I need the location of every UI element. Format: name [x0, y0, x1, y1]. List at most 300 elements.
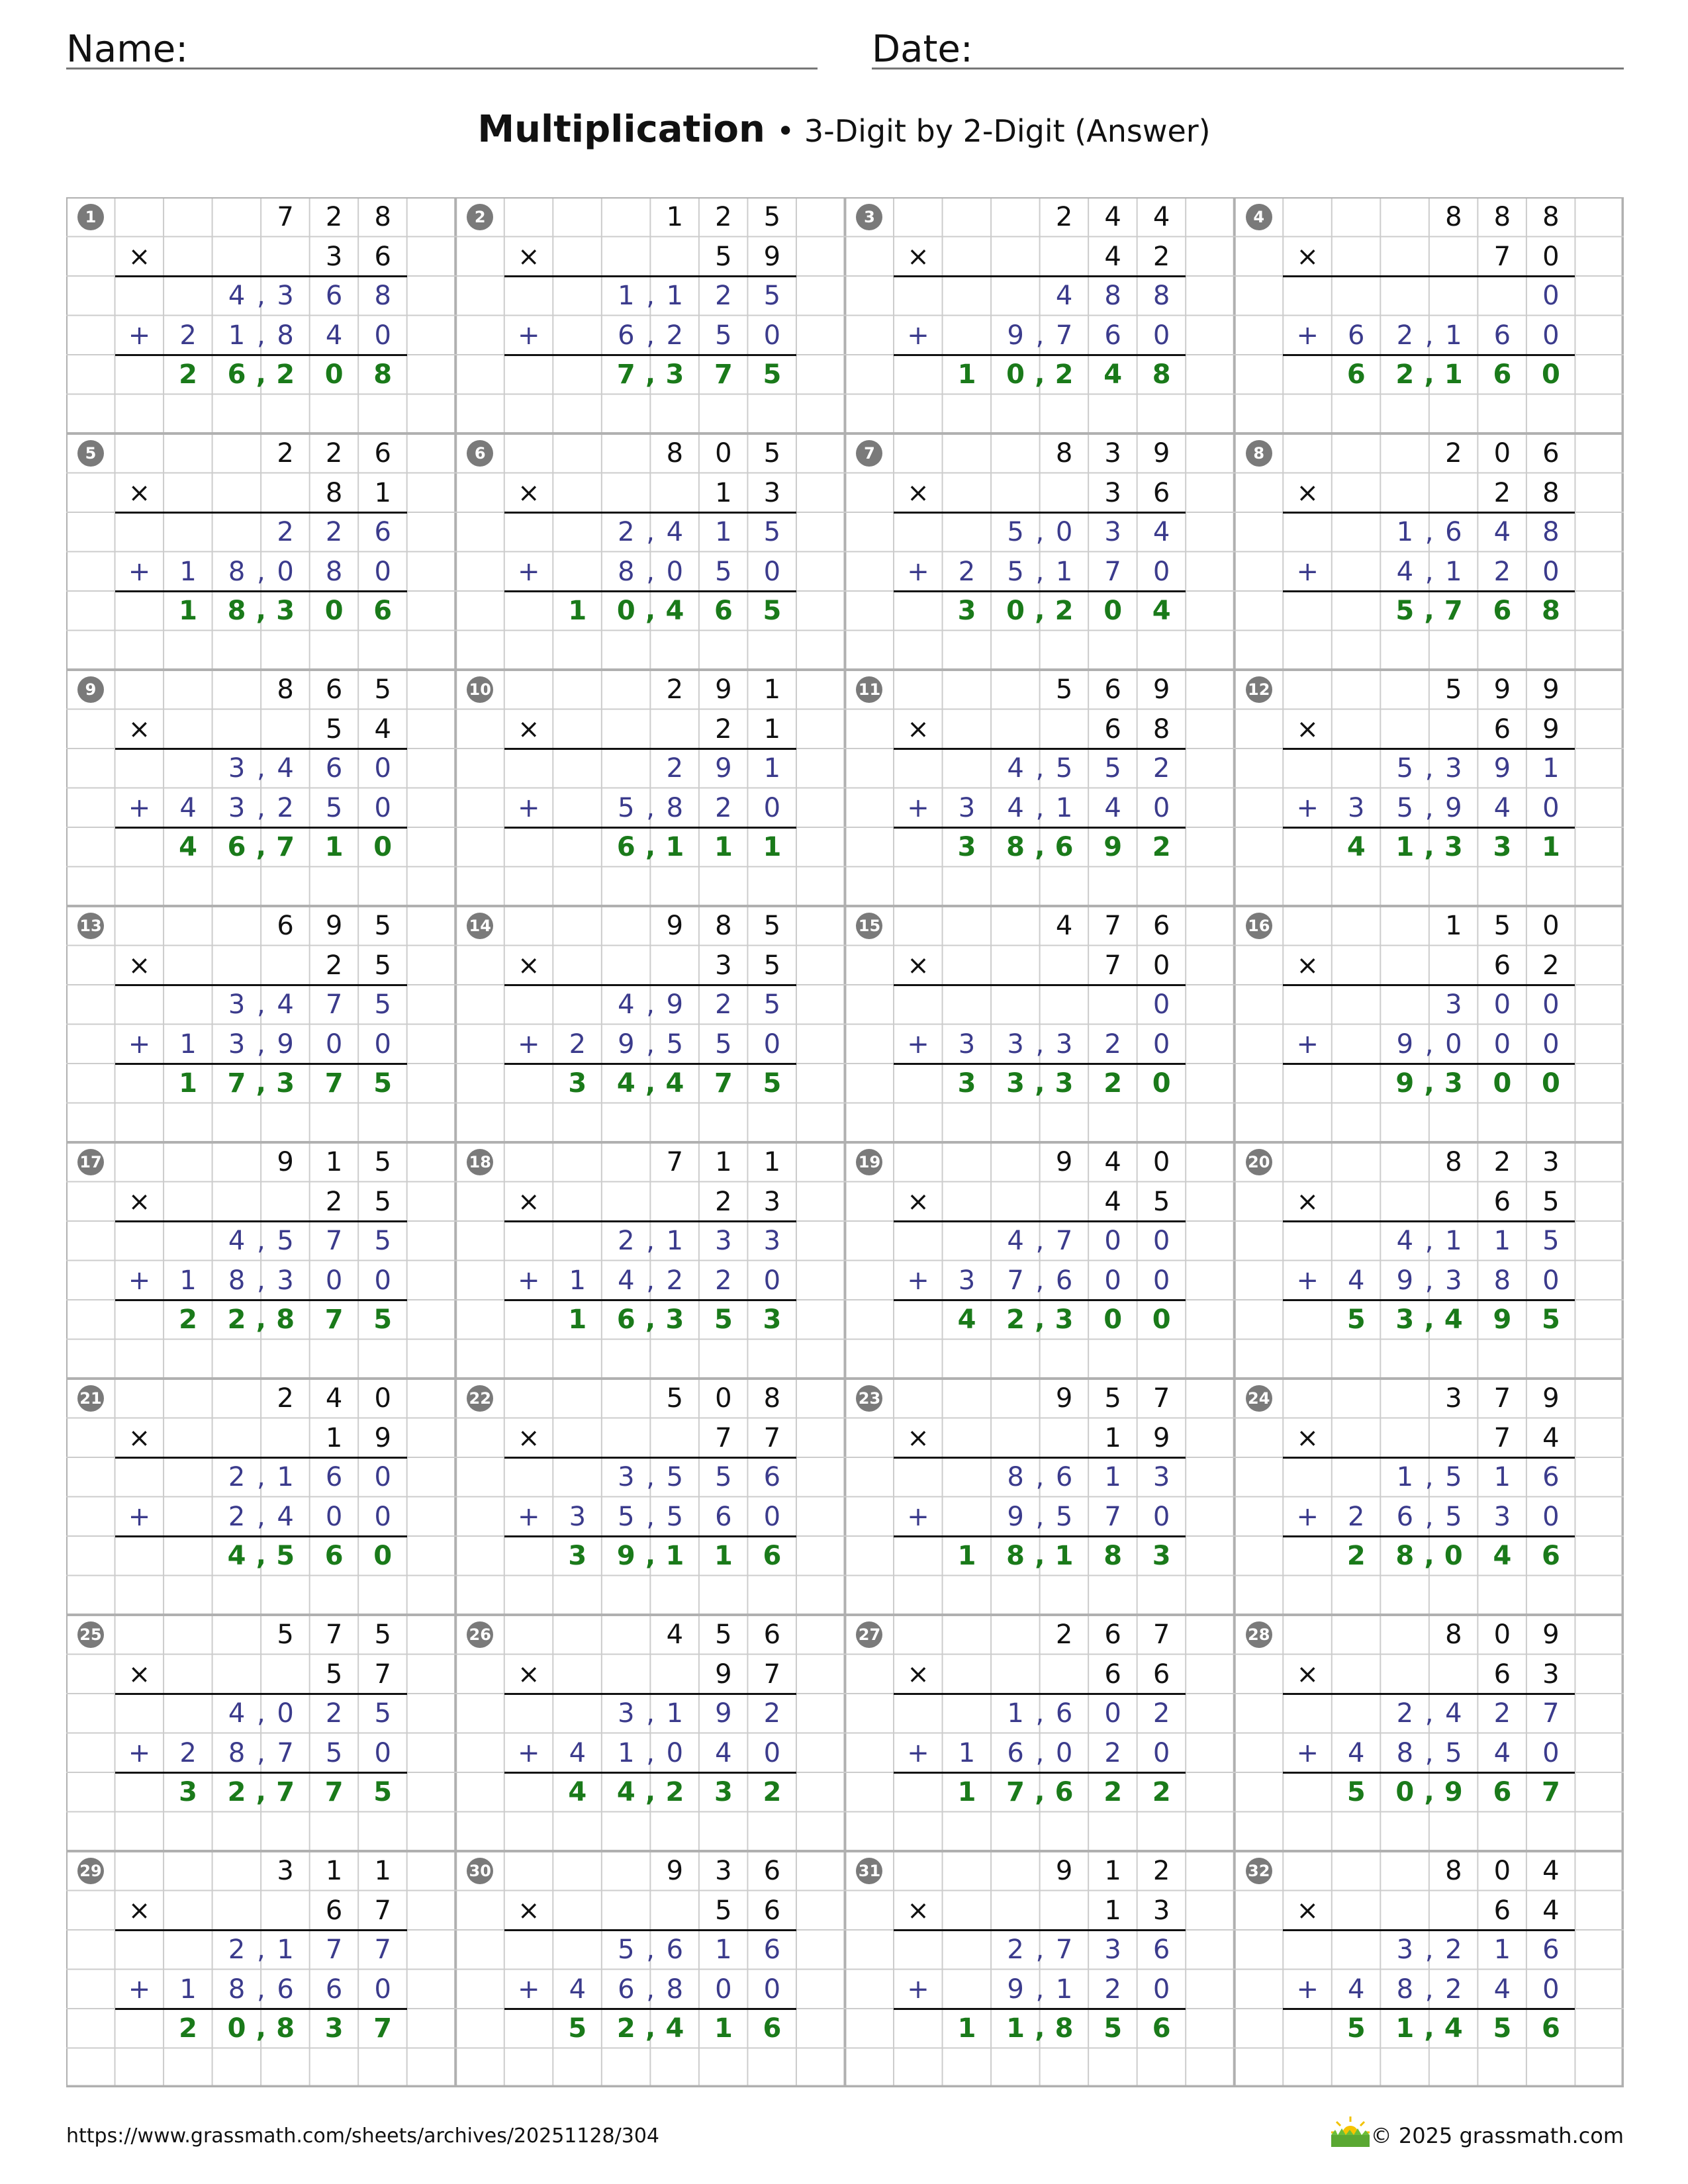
answer-digit: 2	[276, 359, 295, 390]
partial-product-2-digit: 4	[277, 1501, 294, 1532]
partial-product-1-comma: ,	[1035, 753, 1045, 784]
answer-comma: ,	[256, 359, 266, 390]
answer-digit: 5	[1493, 2013, 1512, 2044]
partial-product-1-digit: 1	[1542, 753, 1560, 784]
answer-comma: ,	[645, 359, 656, 390]
partial-product-2-digit: 4	[1493, 792, 1511, 823]
multiplier-digit: 2	[325, 950, 343, 981]
answer-digit: 4	[227, 1541, 246, 1571]
answer-digit: 0	[227, 2013, 246, 2044]
multiplicand-digit: 7	[325, 1619, 343, 1650]
multiplier-digit: 5	[1152, 1186, 1170, 1217]
answer-digit: 3	[957, 832, 976, 862]
times-sign: ×	[907, 1422, 929, 1453]
answer-digit: 1	[179, 596, 197, 626]
answer-digit: 4	[179, 832, 197, 862]
partial-product-1-digit: 0	[374, 1462, 391, 1492]
partial-product-2-digit: 2	[179, 320, 197, 351]
answer-digit: 3	[324, 2013, 344, 2044]
partial-product-2-digit: 9	[618, 1028, 635, 1060]
problem-number-badge: 8	[1246, 440, 1272, 467]
times-sign: ×	[518, 1186, 540, 1217]
partial-product-2-digit: 0	[1542, 320, 1560, 351]
partial-product-1-digit: 3	[277, 281, 294, 311]
multiplier-digit: 6	[1493, 713, 1511, 745]
answer-digit: 3	[714, 1777, 733, 1807]
partial-product-2-digit: 0	[666, 1737, 684, 1768]
multiplier-digit: 6	[1104, 1659, 1121, 1690]
partial-product-2-digit: 0	[1055, 1737, 1073, 1768]
partial-product-2-digit: 0	[1152, 320, 1170, 351]
multiplier-digit: 5	[1542, 1186, 1560, 1217]
multiplicand-digit: 8	[1542, 202, 1560, 232]
partial-product-2-digit: 1	[179, 1974, 197, 2005]
partial-product-2-digit: 0	[1445, 1028, 1462, 1060]
answer-digit: 5	[1541, 1304, 1560, 1335]
multiplicand-digit: 6	[1152, 911, 1170, 941]
answer-digit: 0	[324, 359, 344, 390]
multiplicand-digit: 8	[374, 202, 391, 232]
multiplicand-digit: 3	[1445, 1383, 1462, 1414]
partial-product-1-digit: 9	[715, 1698, 732, 1729]
partial-product-1-digit: 1	[1007, 1698, 1024, 1729]
answer-digit: 5	[373, 1777, 393, 1807]
times-sign: ×	[907, 241, 929, 272]
multiplicand-digit: 9	[1055, 1147, 1073, 1177]
answer-comma: ,	[256, 2013, 266, 2044]
partial-product-1-digit: 2	[618, 517, 635, 547]
problem-cells	[66, 197, 1624, 2087]
problem-number-badge: 5	[77, 440, 104, 467]
multiplicand-digit: 5	[763, 911, 781, 941]
problem-number-badge: 26	[467, 1621, 493, 1648]
partial-product-1-comma: ,	[1035, 517, 1045, 547]
plus-sign: +	[1296, 1501, 1319, 1532]
partial-product-2-digit: 5	[1445, 1501, 1462, 1532]
partial-product-1-digit: 5	[277, 1226, 294, 1256]
multiplier-digit: 9	[763, 241, 781, 272]
answer-comma: ,	[256, 1541, 266, 1571]
multiplier-digit: 2	[1542, 950, 1560, 981]
partial-product-2-digit: 6	[1396, 1501, 1414, 1532]
plus-sign: +	[128, 1501, 151, 1532]
multiplicand-digit: 8	[1445, 1856, 1462, 1886]
times-sign: ×	[907, 1895, 929, 1926]
multiplier-digit: 0	[1542, 241, 1560, 272]
partial-product-2-comma: ,	[646, 1028, 655, 1060]
partial-product-2-digit: 8	[228, 556, 246, 587]
partial-product-2-digit: 5	[618, 792, 635, 823]
partial-product-2-digit: 2	[569, 1028, 586, 1060]
partial-product-1-digit: 2	[277, 517, 294, 547]
answer-digit: 3	[1055, 1068, 1074, 1099]
multiplicand-digit: 8	[763, 1383, 781, 1414]
answer-digit: 5	[1103, 2013, 1123, 2044]
partial-product-1-comma: ,	[1425, 1226, 1434, 1256]
answer-digit: 1	[1395, 2013, 1415, 2044]
partial-product-2-digit: 0	[763, 1737, 781, 1768]
partial-product-1-digit: 0	[277, 1698, 294, 1729]
partial-product-1-digit: 0	[1104, 1698, 1121, 1729]
partial-product-2-digit: 2	[958, 556, 976, 587]
partial-product-2-comma: ,	[646, 1265, 655, 1296]
multiplicand-digit: 4	[1152, 202, 1170, 232]
answer-digit: 4	[616, 1068, 635, 1099]
partial-product-2-comma: ,	[256, 320, 265, 351]
date-line	[872, 68, 1624, 69]
title-main: Multiplication	[477, 108, 765, 151]
answer-digit: 6	[324, 1541, 344, 1571]
partial-product-1-digit: 6	[1055, 1462, 1073, 1492]
partial-product-1-digit: 7	[325, 989, 343, 1020]
partial-product-2-comma: ,	[1425, 320, 1434, 351]
multiplier-digit: 1	[374, 477, 391, 508]
answer-digit: 3	[957, 1068, 976, 1099]
answer-digit: 3	[568, 1541, 587, 1571]
multiplier-digit: 3	[1104, 477, 1121, 508]
partial-product-2-digit: 0	[1542, 792, 1560, 823]
answer-digit: 5	[763, 1068, 782, 1099]
partial-product-1-comma: ,	[256, 1698, 265, 1729]
answer-digit: 2	[1152, 1777, 1171, 1807]
multiplicand-digit: 5	[715, 1619, 732, 1650]
partial-product-2-digit: 4	[715, 1737, 732, 1768]
multiplier-digit: 6	[1493, 1895, 1511, 1926]
partial-product-2-digit: 4	[569, 1974, 586, 2005]
multiplicand-digit: 4	[1104, 202, 1121, 232]
plus-sign: +	[518, 1737, 540, 1768]
plus-sign: +	[518, 1265, 540, 1296]
partial-product-2-digit: 4	[1348, 1737, 1365, 1768]
multiplicand-digit: 9	[325, 911, 343, 941]
multiplier-digit: 4	[1104, 1186, 1121, 1217]
partial-product-1-digit: 2	[666, 753, 684, 784]
answer-digit: 3	[665, 1304, 684, 1335]
partial-product-1-digit: 5	[666, 1462, 684, 1492]
answer-digit: 5	[763, 596, 782, 626]
multiplicand-digit: 1	[763, 674, 781, 705]
partial-product-1-digit: 4	[1152, 517, 1170, 547]
answer-digit: 1	[568, 596, 587, 626]
problem-number-badge: 14	[467, 913, 493, 939]
times-sign: ×	[128, 1186, 151, 1217]
plus-sign: +	[518, 556, 540, 587]
answer-comma: ,	[1424, 359, 1434, 390]
answer-digit: 1	[1055, 1541, 1074, 1571]
partial-product-2-digit: 0	[763, 1028, 781, 1060]
plus-sign: +	[128, 1974, 151, 2005]
partial-product-2-digit: 0	[1152, 1028, 1170, 1060]
answer-digit: 9	[1444, 1777, 1463, 1807]
partial-product-2-digit: 5	[1007, 556, 1024, 587]
partial-product-1-digit: 8	[1104, 281, 1121, 311]
multiplicand-digit: 5	[374, 911, 391, 941]
partial-product-2-digit: 0	[763, 792, 781, 823]
multiplier-digit: 2	[325, 1186, 343, 1217]
multiplicand-digit: 8	[1445, 202, 1462, 232]
multiplier-digit: 7	[374, 1659, 391, 1690]
partial-product-1-comma: ,	[646, 1698, 655, 1729]
partial-product-2-digit: 2	[1396, 320, 1414, 351]
name-field[interactable]	[66, 20, 818, 69]
answer-digit: 6	[616, 832, 635, 862]
multiplicand-digit: 2	[325, 438, 343, 469]
answer-digit: 8	[1152, 359, 1171, 390]
multiplicand-digit: 4	[325, 1383, 343, 1414]
multiplicand-digit: 4	[1104, 1147, 1121, 1177]
problem-number-badge: 21	[77, 1385, 104, 1412]
answer-digit: 1	[1541, 832, 1560, 862]
problem-number-badge: 27	[856, 1621, 882, 1648]
answer-digit: 5	[568, 2013, 587, 2044]
partial-product-2-digit: 9	[1007, 1501, 1024, 1532]
partial-product-1-digit: 6	[1542, 1934, 1560, 1965]
partial-product-1-digit: 5	[1055, 753, 1073, 784]
answer-digit: 9	[1103, 832, 1123, 862]
partial-product-2-digit: 7	[1104, 556, 1121, 587]
answer-digit: 1	[714, 832, 733, 862]
plus-sign: +	[907, 1974, 929, 2005]
answer-digit: 0	[1103, 1304, 1123, 1335]
answer-digit: 1	[714, 2013, 733, 2044]
partial-product-2-digit: 0	[763, 320, 781, 351]
plus-sign: +	[518, 320, 540, 351]
partial-product-1-digit: 2	[325, 1698, 343, 1729]
footer-url[interactable]: https://www.grassmath.com/sheets/archives/20251128/304	[66, 2124, 660, 2148]
partial-product-2-digit: 1	[618, 1737, 635, 1768]
partial-product-2-digit: 0	[1493, 1028, 1511, 1060]
partial-product-1-comma: ,	[1035, 1462, 1045, 1492]
partial-product-2-digit: 0	[374, 1737, 391, 1768]
partial-product-2-digit: 6	[325, 1974, 343, 2005]
answer-digit: 3	[1152, 1541, 1171, 1571]
partial-product-1-comma: ,	[646, 1226, 655, 1256]
answer-comma: ,	[1424, 1777, 1434, 1807]
partial-product-1-digit: 2	[1493, 1698, 1511, 1729]
answer-digit: 6	[1541, 1541, 1560, 1571]
multiplicand-digit: 7	[1152, 1619, 1170, 1650]
problem-number-badge: 6	[467, 440, 493, 467]
plus-sign: +	[1296, 556, 1319, 587]
answer-digit: 9	[1493, 1304, 1512, 1335]
partial-product-2-digit: 2	[715, 792, 732, 823]
partial-product-2-digit: 8	[1396, 1737, 1414, 1768]
times-sign: ×	[518, 1659, 540, 1690]
multiplicand-digit: 4	[1542, 1856, 1560, 1886]
partial-product-1-digit: 0	[1104, 1226, 1121, 1256]
answer-digit: 2	[1103, 1068, 1123, 1099]
problem-number-badge: 18	[467, 1149, 493, 1175]
multiplicand-digit: 5	[1493, 911, 1511, 941]
partial-product-2-comma: ,	[256, 1265, 265, 1296]
times-sign: ×	[1296, 1422, 1319, 1453]
partial-product-2-digit: 2	[1348, 1501, 1365, 1532]
answer-digit: 2	[1055, 359, 1074, 390]
answer-digit: 5	[1346, 1304, 1366, 1335]
partial-product-2-digit: 0	[763, 1974, 781, 2005]
partial-product-2-digit: 1	[1445, 556, 1462, 587]
plus-sign: +	[518, 1974, 540, 2005]
multiplicand-digit: 2	[1055, 202, 1073, 232]
partial-product-2-comma: ,	[1425, 792, 1434, 823]
multiplier-digit: 2	[1152, 241, 1170, 272]
partial-product-1-digit: 7	[1055, 1226, 1073, 1256]
partial-product-1-digit: 1	[1396, 517, 1414, 547]
plus-sign: +	[1296, 320, 1319, 351]
partial-product-2-digit: 9	[1007, 320, 1024, 351]
multiplier-digit: 9	[715, 1659, 732, 1690]
partial-product-2-comma: ,	[646, 1974, 655, 2005]
partial-product-2-digit: 6	[715, 1501, 732, 1532]
partial-product-1-digit: 7	[1542, 1698, 1560, 1729]
answer-digit: 5	[373, 1068, 393, 1099]
answer-digit: 3	[1493, 832, 1512, 862]
partial-product-1-digit: 6	[1152, 1934, 1170, 1965]
partial-product-1-comma: ,	[1035, 1226, 1045, 1256]
partial-product-1-digit: 1	[1104, 1462, 1121, 1492]
answer-digit: 3	[957, 596, 976, 626]
multiplicand-digit: 9	[715, 674, 732, 705]
answer-digit: 5	[1346, 1777, 1366, 1807]
answer-digit: 0	[1493, 1068, 1512, 1099]
plus-sign: +	[128, 792, 151, 823]
multiplier-digit: 7	[374, 1895, 391, 1926]
answer-digit: 6	[1493, 359, 1512, 390]
partial-product-1-digit: 0	[1152, 989, 1170, 1020]
answer-digit: 0	[1395, 1777, 1415, 1807]
partial-product-1-digit: 2	[228, 1462, 246, 1492]
partial-product-2-digit: 3	[958, 792, 976, 823]
answer-comma: ,	[1424, 1541, 1434, 1571]
partial-product-2-digit: 0	[277, 556, 294, 587]
times-sign: ×	[907, 1186, 929, 1217]
answer-digit: 8	[1395, 1541, 1415, 1571]
problem-number-badge: 23	[856, 1385, 882, 1412]
partial-product-2-digit: 9	[1007, 1974, 1024, 2005]
times-sign: ×	[518, 713, 540, 745]
multiplicand-digit: 9	[1055, 1383, 1073, 1414]
multiplicand-digit: 9	[1152, 438, 1170, 469]
times-sign: ×	[907, 477, 929, 508]
answer-digit: 1	[179, 1068, 197, 1099]
partial-product-2-comma: ,	[256, 1974, 265, 2005]
partial-product-1-digit: 1	[277, 1462, 294, 1492]
partial-product-2-digit: 2	[1104, 1974, 1121, 2005]
problem-number-badge: 29	[77, 1858, 104, 1884]
partial-product-1-comma: ,	[1425, 1462, 1434, 1492]
partial-product-1-digit: 1	[715, 517, 732, 547]
partial-product-2-comma: ,	[1035, 1974, 1045, 2005]
answer-digit: 1	[714, 1541, 733, 1571]
partial-product-2-digit: 6	[277, 1974, 294, 2005]
answer-digit: 1	[1395, 832, 1415, 862]
multiplicand-digit: 9	[1542, 1383, 1560, 1414]
multiplicand-digit: 6	[374, 438, 391, 469]
multiplicand-digit: 5	[666, 1383, 684, 1414]
partial-product-2-digit: 1	[1055, 792, 1073, 823]
answer-digit: 0	[1541, 1068, 1560, 1099]
partial-product-2-digit: 9	[1445, 792, 1462, 823]
partial-product-1-digit: 6	[374, 517, 391, 547]
problem-number-badge: 19	[856, 1149, 882, 1175]
partial-product-1-digit: 4	[1396, 1226, 1414, 1256]
answer-digit: 2	[179, 2013, 197, 2044]
partial-product-2-digit: 7	[1055, 320, 1073, 351]
partial-product-1-digit: 2	[763, 1698, 781, 1729]
multiplicand-digit: 7	[277, 202, 294, 232]
answer-digit: 3	[276, 596, 295, 626]
answer-digit: 1	[568, 1304, 587, 1335]
answer-comma: ,	[256, 596, 266, 626]
answer-digit: 3	[179, 1777, 197, 1807]
partial-product-2-digit: 8	[325, 556, 343, 587]
multiplicand-digit: 1	[666, 202, 684, 232]
partial-product-2-digit: 0	[763, 1265, 781, 1296]
multiplicand-digit: 2	[1445, 438, 1462, 469]
answer-digit: 6	[1152, 2013, 1171, 2044]
plus-sign: +	[518, 1501, 540, 1532]
date-field[interactable]	[872, 20, 1624, 69]
plus-sign: +	[1296, 1265, 1319, 1296]
partial-product-2-digit: 3	[228, 792, 246, 823]
date-label: Date:	[872, 28, 973, 71]
problem-number-badge: 2	[467, 204, 493, 230]
partial-product-2-digit: 1	[1055, 1974, 1073, 2005]
answer-digit: 5	[1395, 596, 1415, 626]
answer-digit: 6	[1055, 1777, 1074, 1807]
partial-product-1-digit: 1	[277, 1934, 294, 1965]
partial-product-1-digit: 5	[374, 1226, 391, 1256]
answer-digit: 0	[1006, 359, 1025, 390]
partial-product-1-digit: 1	[1493, 1226, 1511, 1256]
partial-product-2-digit: 7	[1007, 1265, 1024, 1296]
partial-product-1-digit: 1	[666, 1226, 684, 1256]
answer-digit: 1	[957, 2013, 976, 2044]
answer-digit: 8	[1541, 596, 1560, 626]
multiplicand-digit: 7	[1104, 911, 1121, 941]
answer-digit: 0	[1152, 1304, 1171, 1335]
answer-digit: 9	[616, 1541, 635, 1571]
partial-product-2-digit: 1	[1445, 320, 1462, 351]
multiplier-digit: 7	[1493, 1422, 1511, 1453]
partial-product-1-digit: 4	[1055, 281, 1073, 311]
multiplier-digit: 7	[1493, 241, 1511, 272]
answer-digit: 6	[1541, 2013, 1560, 2044]
plus-sign: +	[128, 1737, 151, 1768]
partial-product-1-comma: ,	[256, 1934, 265, 1965]
multiplicand-digit: 2	[1055, 1619, 1073, 1650]
partial-product-1-digit: 8	[1007, 1462, 1024, 1492]
partial-product-2-digit: 8	[1493, 1265, 1511, 1296]
partial-product-2-digit: 3	[277, 1265, 294, 1296]
partial-product-2-digit: 3	[958, 1028, 976, 1060]
answer-digit: 7	[616, 359, 635, 390]
multiplicand-digit: 5	[374, 1147, 391, 1177]
answer-digit: 1	[665, 832, 684, 862]
partial-product-2-digit: 0	[1542, 556, 1560, 587]
partial-product-1-digit: 5	[1104, 753, 1121, 784]
answer-comma: ,	[1424, 596, 1434, 626]
multiplicand-digit: 9	[1493, 674, 1511, 705]
partial-product-2-digit: 0	[374, 556, 391, 587]
answer-digit: 3	[568, 1068, 587, 1099]
multiplier-digit: 3	[763, 477, 781, 508]
multiplier-digit: 6	[1493, 1659, 1511, 1690]
partial-product-2-digit: 5	[666, 1028, 684, 1060]
multiplicand-digit: 9	[1152, 674, 1170, 705]
partial-product-1-digit: 3	[618, 1698, 635, 1729]
answer-digit: 6	[763, 2013, 782, 2044]
